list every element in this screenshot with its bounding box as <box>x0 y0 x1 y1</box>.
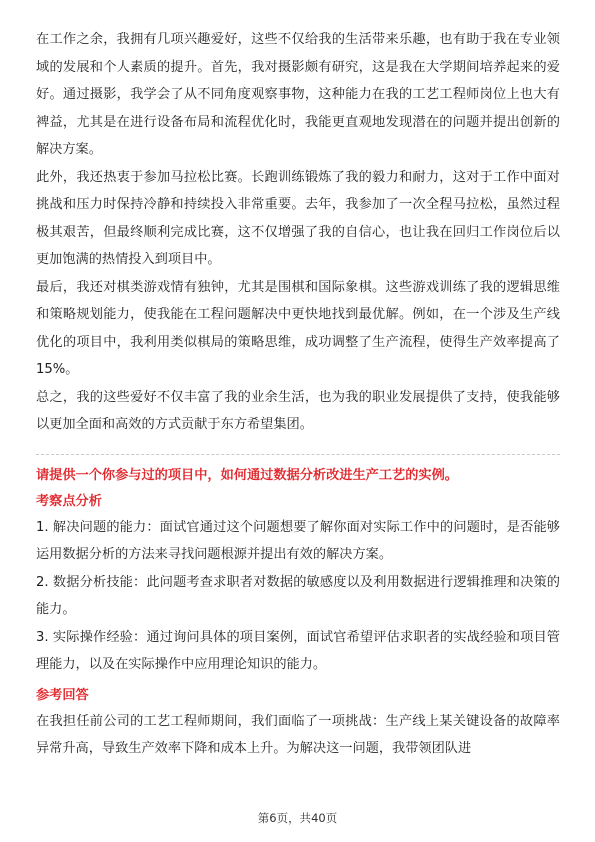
page-number-footer: 第6页，共40页 <box>257 811 338 825</box>
body-paragraph-marathon: 此外，我还热衷于参加马拉松比赛。长跑训练锻炼了我的毅力和耐力，这对于工作中面对挑战和压力时保持冷静和持续投入非常重要。去年，我参加了一次全程马拉松，虽然过程极其艰苦，但最终顺利完成比赛，这不仅增强了我的自信心，也让我在回归工作岗位后以更加饱满的热情投入到项目中。 <box>36 169 560 267</box>
answer-heading: 参考回答 <box>36 687 89 703</box>
body-paragraph-board-games: 最后，我还对棋类游戏情有独钟，尤其是围棋和国际象棋。这些游戏训练了我的逻辑思维和策略规划能力，使我能在工程问题解决中更快地找到最优解。例如，在一个涉及生产线优化的项目中，我利用类似棋局的策略思维，成功调整了生产流程，使得生产效率提高了15%。 <box>36 279 560 377</box>
analysis-item: 1. 解决问题的能力：面试官通过这个问题想要了解你面对实际工作中的问题时，是否能够运用数据分析的方法来寻找问题根源并提出有效的解决方案。 <box>36 519 560 562</box>
analysis-item: 3. 实际操作经验：通过询问具体的项目案例，面试官希望评估求职者的实战经验和项目管理能力，以及在实际操作中应用理论知识的能力。 <box>36 629 560 672</box>
analysis-item: 2. 数据分析技能：此问题考查求职者对数据的敏感度以及利用数据进行逻辑推理和决策的能力。 <box>36 574 560 617</box>
body-paragraph-summary: 总之，我的这些爱好不仅丰富了我的业余生活，也为我的职业发展提供了支持，使我能够以更加全面和高效的方式贡献于东方希望集团。 <box>36 389 560 432</box>
analysis-heading: 考察点分析 <box>36 493 102 509</box>
document-page <box>36 26 560 763</box>
interview-question: 请提供一个你参与过的项目中，如何通过数据分析改进生产工艺的实例。 <box>36 467 458 483</box>
answer-paragraph: 在我担任前公司的工艺工程师期间，我们面临了一项挑战：生产线上某关键设备的故障率异常升高，导致生产效率下降和成本上升。为解决这一问题，我带领团队进 <box>36 713 560 756</box>
body-paragraph-hobbies-photography: 在工作之余，我拥有几项兴趣爱好，这些不仅给我的生活带来乐趣，也有助于我在专业领域的发展和个人素质的提升。首先，我对摄影颇有研究，这是我在大学期间培养起来的爱好。通过摄影，我学会了从不同角度观察事物，这种能力在我的工艺工程师岗位上也大有裨益，尤其是在进行设备布局和流程优化时，我能更直观地发现潜在的问题并提出创新的解决方案。 <box>36 32 560 157</box>
section-divider <box>36 454 560 455</box>
